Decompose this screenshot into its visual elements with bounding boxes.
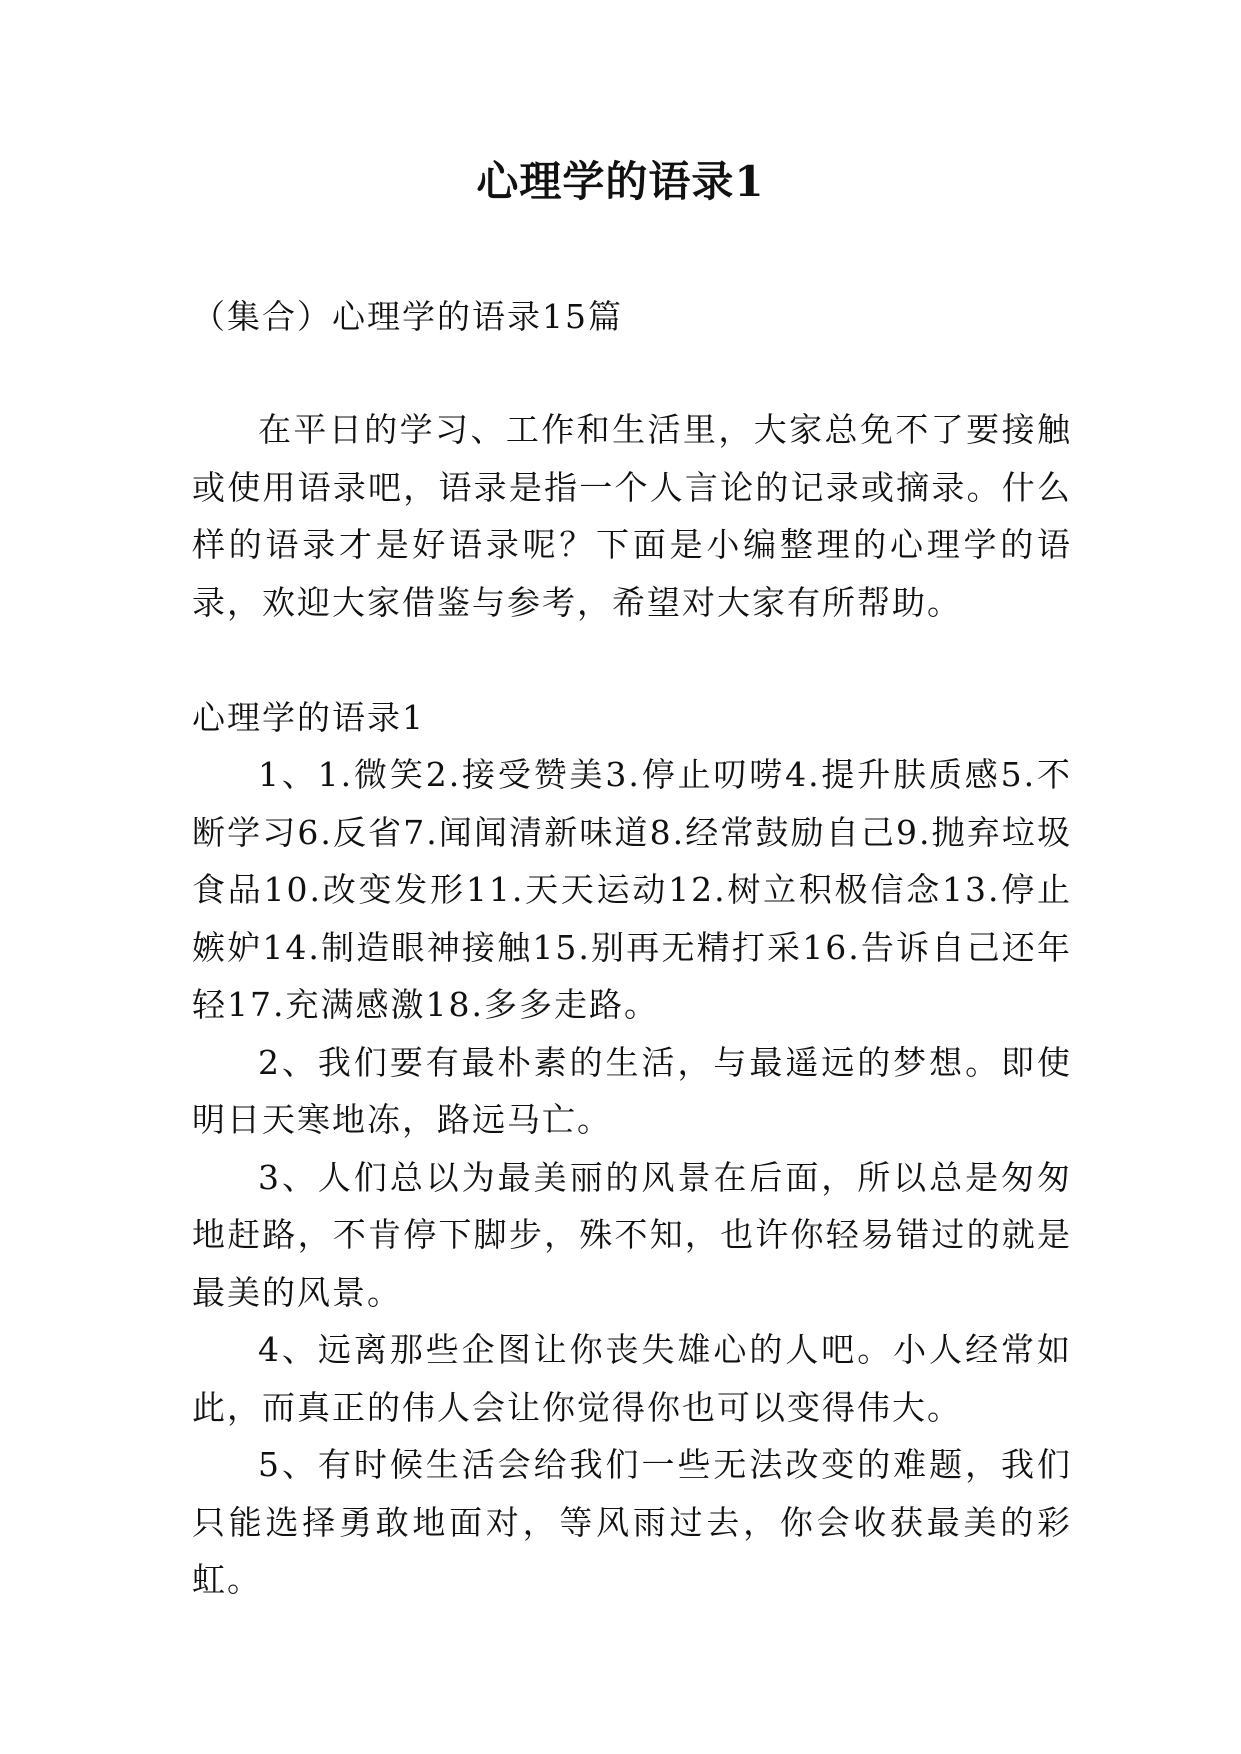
quote-item-3: 3、人们总以为最美丽的风景在后面，所以总是匆匆地赶路，不肯停下脚步，殊不知，也许你轻易错过的就是最美的风景。 — [192, 1157, 1072, 1312]
quote-item-2: 2、我们要有最朴素的生活，与最遥远的梦想。即使明日天寒地冻，路远马亡。 — [192, 1042, 1072, 1139]
document-subtitle: （集合）心理学的语录15篇 — [192, 297, 623, 336]
section-heading: 心理学的语录1 — [192, 698, 425, 737]
quote-list — [192, 746, 1072, 1609]
quote-item-1: 1、1.微笑2.接受赞美3.停止叨唠4.提升肤质感5.不断学习6.反省7.闻闻清新味道8.经常鼓励自己9.抛弃垃圾食品10.改变发形11.天天运动12.树立积极信念13.停止嫉妒14.制造眼神接触15.别再无精打采16.告诉自己还年轻17.充满感激18.多多走路。 — [192, 755, 1072, 1024]
quote-item-5: 5、有时候生活会给我们一些无法改变的难题，我们只能选择勇敢地面对，等风雨过去，你会收获最美的彩虹。 — [192, 1445, 1072, 1599]
document-title: 心理学的语录1 — [476, 157, 765, 206]
intro-paragraph: 在平日的学习、工作和生活里，大家总免不了要接触或使用语录吧，语录是指一个人言论的记录或摘录。什么样的语录才是好语录呢？下面是小编整理的心理学的语录，欢迎大家借鉴与参考，希望对大家有所帮助。 — [192, 410, 1072, 622]
quote-item-4: 4、远离那些企图让你丧失雄心的人吧。小人经常如此，而真正的伟人会让你觉得你也可以变得伟大。 — [192, 1330, 1072, 1427]
